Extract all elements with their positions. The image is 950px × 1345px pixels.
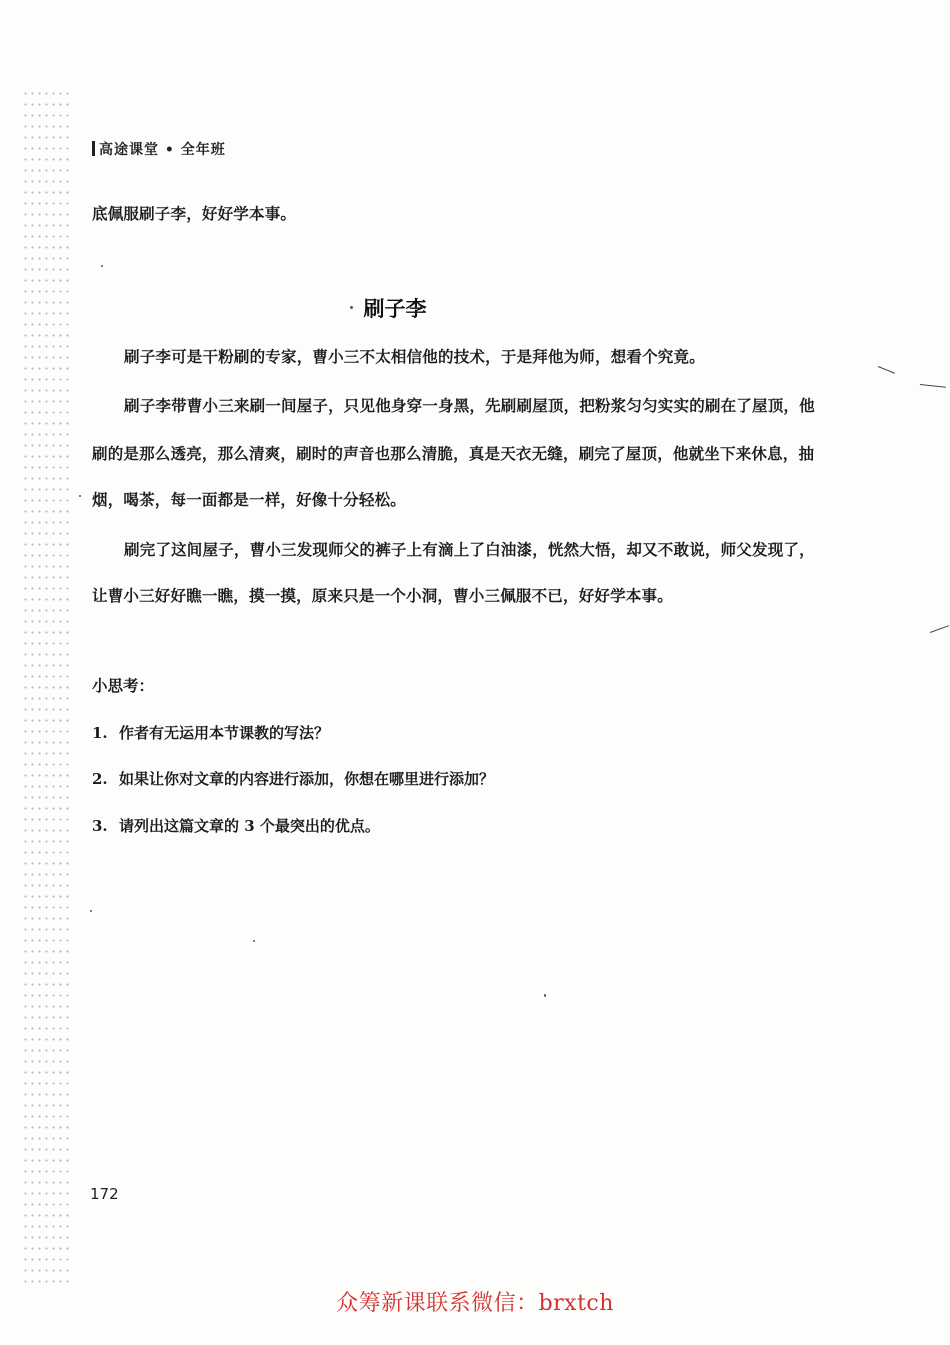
scan-speck — [90, 910, 92, 912]
scan-speck — [253, 940, 255, 942]
scan-speck — [544, 994, 546, 997]
header-text: 高途课堂 • 全年班 — [99, 142, 226, 158]
article-line: 让曹小三好好瞧一瞧，摸一摸，原来只是一个小洞，曹小三佩服不已，好好学本事。 — [92, 586, 673, 605]
article-line: 刷完了这间屋子，曹小三发现师父的裤子上有滴上了白油漆，恍然大悟，却又不敢说，师父发现了， — [124, 540, 815, 559]
question-item — [92, 768, 494, 789]
scan-speck — [350, 306, 353, 309]
question-item — [92, 722, 329, 743]
article-line: 烟，喝茶，每一面都是一样，好像十分轻松。 — [92, 490, 407, 509]
thinking-heading: 小思考： — [92, 676, 155, 695]
question-text: 请列出这篇文章的 3 个最突出的优点。 — [119, 817, 380, 835]
article-title: 刷子李 — [363, 297, 427, 321]
question-number: 2. — [92, 770, 108, 788]
scan-speck — [101, 265, 103, 267]
margin-stroke — [878, 366, 895, 374]
question-text: 如果让你对文章的内容进行添加，你想在哪里进行添加？ — [119, 770, 495, 788]
article-line: 刷子李可是干粉刷的专家，曹小三不太相信他的技术，于是拜他为师，想看个究竟。 — [124, 347, 705, 366]
scan-speck — [79, 495, 81, 497]
watermark-text: 众筹新课联系微信：brxtch — [336, 1291, 614, 1316]
article-line: 刷的是那么透亮，那么清爽，刷时的声音也那么清脆，真是天衣无缝，刷完了屋顶，他就坐下来休息，抽 — [92, 444, 815, 463]
intro-line: 底佩服刷子李，好好学本事。 — [92, 204, 297, 223]
binding-margin-dots — [22, 88, 70, 1288]
article-line: 刷子李带曹小三来刷一间屋子，只见他身穿一身黑，先刷刷屋顶，把粉浆匀匀实实的刷在了屋顶，他 — [124, 396, 815, 415]
question-number: 3. — [92, 817, 108, 835]
margin-stroke — [930, 625, 949, 633]
question-item — [92, 815, 380, 836]
question-text: 作者有无运用本节课教的写法？ — [119, 724, 330, 742]
page-number: 172 — [90, 1185, 119, 1203]
margin-stroke — [920, 384, 946, 388]
question-number: 1. — [92, 724, 108, 742]
header-bar-mark — [92, 141, 95, 156]
running-header — [92, 139, 226, 159]
